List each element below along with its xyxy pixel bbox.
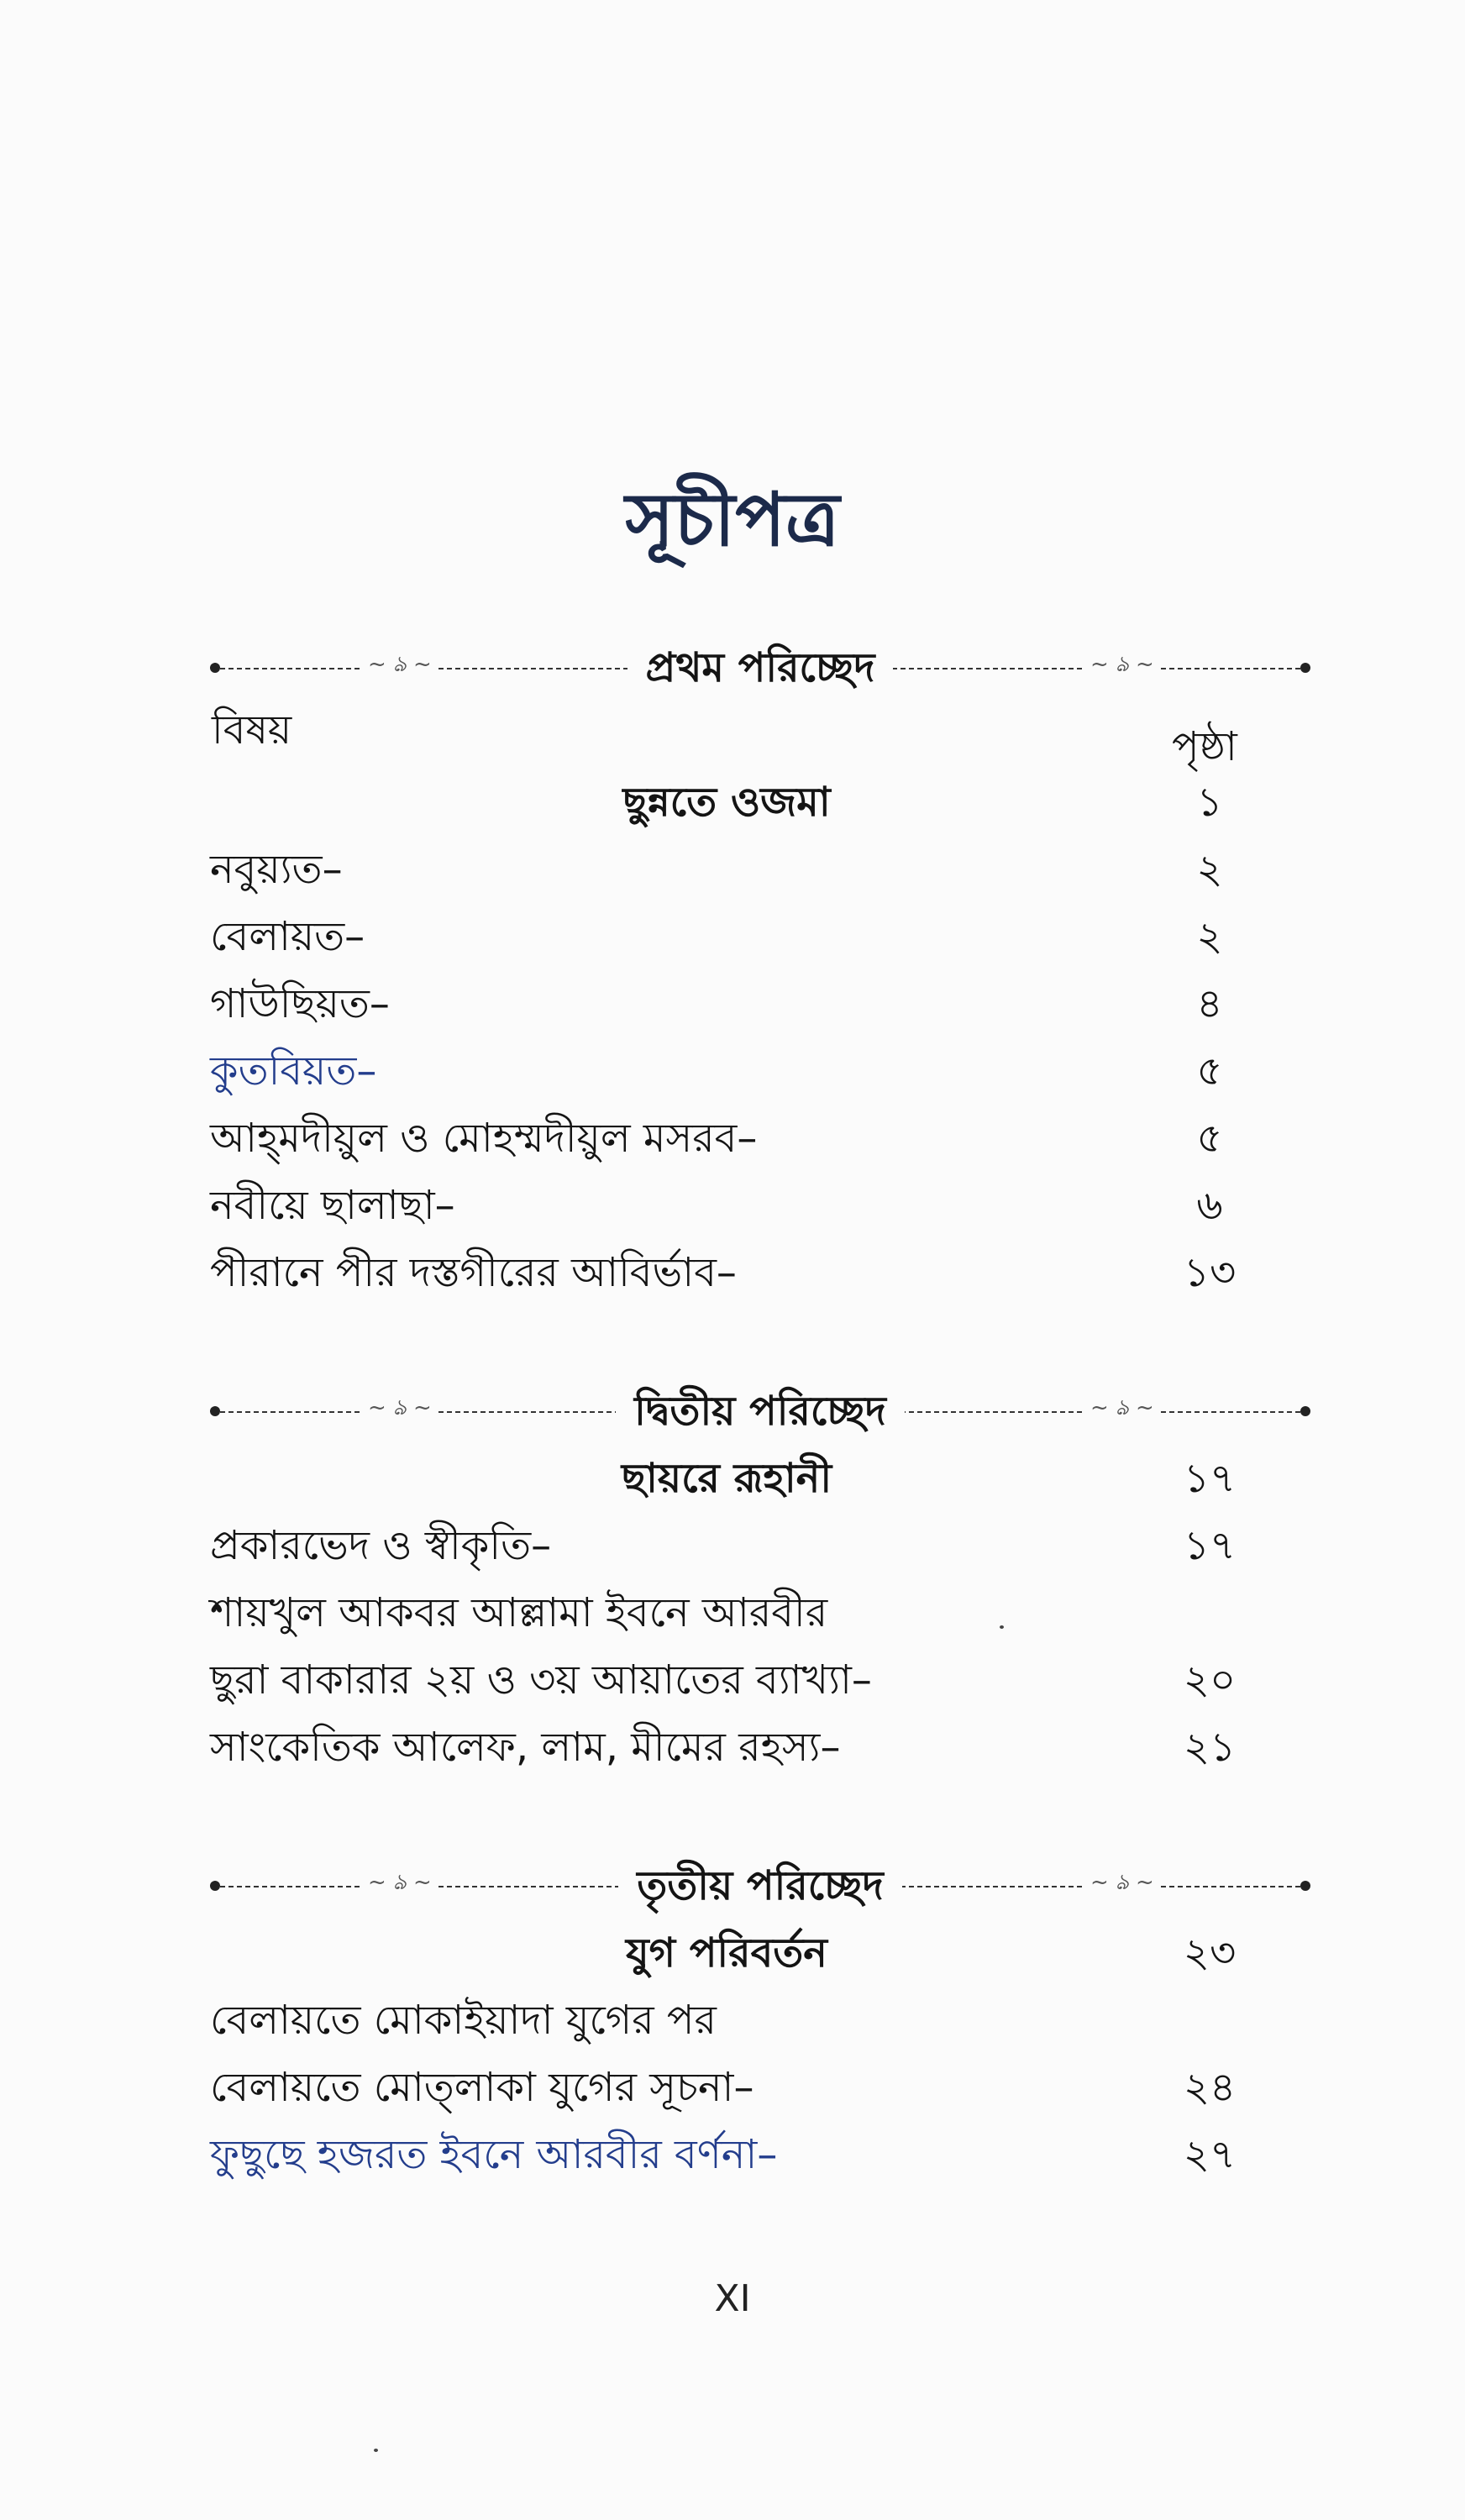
- toc-page-number: ২: [1196, 913, 1223, 960]
- toc-row: [210, 1176, 1243, 1235]
- toc-row: [210, 1243, 1243, 1302]
- toc-entry-text: সাংকেতিক আলেফ, লাম, মীমের রহস্য–: [210, 1724, 841, 1771]
- page-column-header: পৃষ্ঠা: [1172, 723, 1237, 770]
- toc-row: [210, 1583, 1243, 1642]
- toc-page-number: ৫: [1196, 1115, 1223, 1162]
- divider-ornament: ~ ঌ ~: [1084, 1872, 1161, 1893]
- toc-entry-text: বেলায়তে মোত্‌লাকা যুগের সূচনা–: [210, 2064, 754, 2111]
- toc-page-number: ৫: [1196, 1047, 1223, 1095]
- toc-row: [210, 1109, 1243, 1168]
- toc-section-heading: যুগ পরিবর্তন: [626, 1929, 827, 1977]
- toc-page-number: ১৭: [1183, 1455, 1237, 1502]
- page-title: সূচীপত্র: [625, 476, 840, 563]
- toc-entry-text: বেলায়তে মোকাইয়াদা যুগের পর: [210, 1997, 717, 2044]
- divider-ornament: ~ ঌ ~: [361, 1397, 438, 1419]
- toc-entry-text: ছুরা বাকারার ২য় ও ৩য় আয়াতের ব্যাখ্যা–: [210, 1656, 872, 1704]
- chapter-title: প্রথম পরিচ্ছেদ: [627, 644, 894, 691]
- toc-entry-text: প্রকারভেদ ও স্বীকৃতি–: [210, 1522, 552, 1569]
- toc-row: [210, 974, 1243, 1033]
- toc-row: [210, 2058, 1243, 2117]
- divider-ornament: ~ ঌ ~: [361, 654, 438, 675]
- chapter-divider-2: [210, 1382, 1310, 1441]
- chapter-title: তৃতীয় পরিচ্ছেদ: [618, 1862, 901, 1909]
- toc-section-heading: ছায়রে রূহানী: [621, 1455, 832, 1502]
- toc-row: [210, 1991, 1243, 2050]
- toc-entry-text: গাউছিয়ত–: [210, 980, 390, 1027]
- toc-page-number: ১: [1196, 779, 1223, 826]
- chapter-title: দ্বিতীয় পরিচ্ছেদ: [616, 1388, 905, 1435]
- toc-page-number: ১৩: [1183, 1249, 1237, 1296]
- chapter-divider-3: [210, 1856, 1310, 1915]
- toc-entry-text: পীরানে পীর দস্তগীরের আবির্ভাব–: [210, 1249, 737, 1296]
- toc-row: [210, 1042, 1243, 1100]
- topic-column-header: বিষয়: [212, 706, 292, 753]
- toc-page-number: ১৭: [1183, 1522, 1237, 1569]
- toc-row: [210, 907, 1243, 966]
- divider-ornament: ~ ঌ ~: [1084, 1397, 1161, 1419]
- divider-ornament: ~ ঌ ~: [361, 1872, 438, 1893]
- toc-row: [210, 2125, 1243, 2184]
- toc-row: [210, 1651, 1243, 1709]
- paper-speck: [1000, 1625, 1004, 1629]
- toc-row: [210, 1924, 1243, 1982]
- toc-entry-text: আহ্‌মদীয়ুল ও মোহম্মদীয়ুল মসরব–: [210, 1115, 758, 1162]
- toc-page-number: ৬: [1196, 1182, 1223, 1229]
- toc-section-heading: ছুন্নতে ওজমা: [622, 779, 831, 826]
- toc-entry-text: বেলায়ত–: [210, 913, 365, 960]
- toc-row: [210, 1516, 1243, 1575]
- toc-entry-text: নবুয়্যত–: [210, 846, 343, 893]
- chapter-divider-1: [210, 638, 1310, 697]
- toc-row: [210, 1449, 1243, 1508]
- toc-entry-text: ফুছুছে হজরত ইবনে আরবীর বর্ণনা–: [210, 2131, 778, 2178]
- toc-page-number: ২৭: [1183, 2131, 1237, 2178]
- toc-page-number: ২০: [1183, 1656, 1237, 1704]
- toc-page-number: ২: [1196, 846, 1223, 893]
- toc-page-number: ২৩: [1183, 1929, 1237, 1977]
- toc-row: [210, 773, 1243, 832]
- toc-page-number: ৪: [1196, 980, 1223, 1027]
- toc-entry-text: শায়খুল আকবর আল্লামা ইবনে আরবীর: [210, 1589, 828, 1636]
- toc-page-number: ২৪: [1183, 2064, 1237, 2111]
- paper-speck: [374, 2449, 378, 2452]
- footer-page-number: XI: [714, 2277, 751, 2320]
- divider-ornament: ~ ঌ ~: [1084, 654, 1161, 675]
- toc-entry-text: নবীয়ে ছালাছা–: [210, 1182, 455, 1229]
- toc-entry-text: কুতবিয়ত–: [210, 1047, 377, 1095]
- toc-page-number: ২১: [1183, 1724, 1237, 1771]
- toc-row: [210, 840, 1243, 899]
- toc-row: [210, 1718, 1243, 1777]
